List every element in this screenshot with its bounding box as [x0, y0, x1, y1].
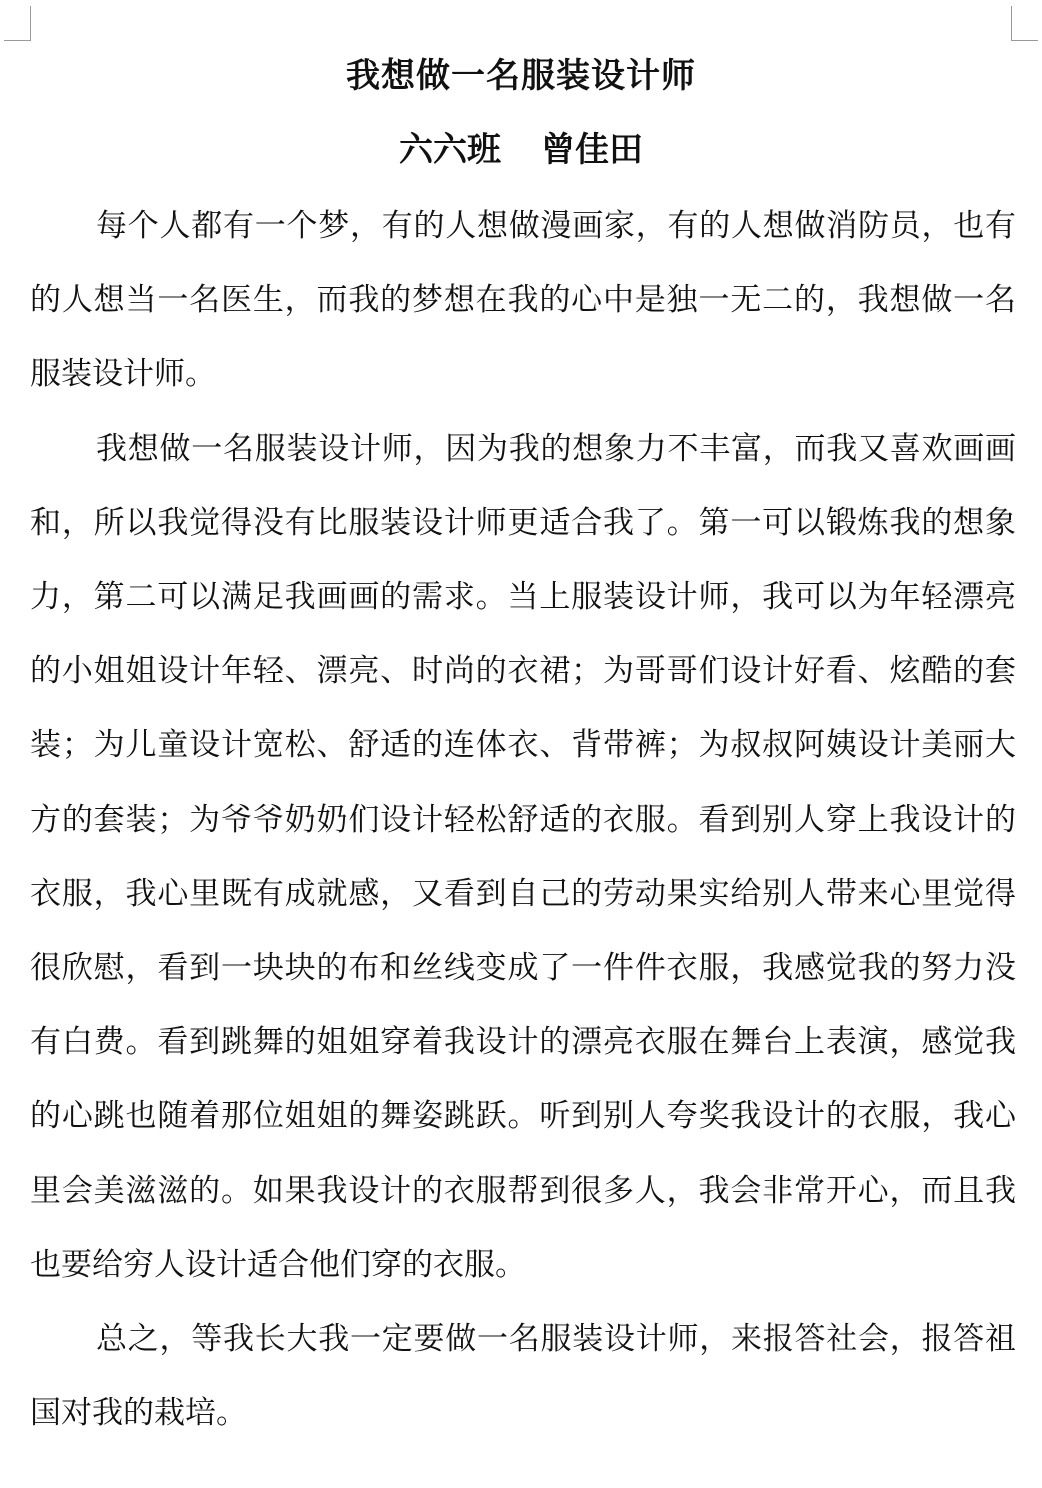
author-byline — [0, 126, 1042, 174]
essay-title: 我想做一名服装设计师 — [346, 56, 696, 96]
author-name: 曾佳田 — [541, 130, 643, 170]
top-right-margin-mark — [1011, 6, 1038, 41]
paragraph-2: 我想做一名服装设计师，因为我的想象力不丰富，而我又喜欢画画和，所以我觉得没有比服装设计师更适合我了。第一可以锻炼我的想象力，第二可以满足我画画的需求。当上服装设计师，我可以为年轻漂亮的小姐姐设计年轻、漂亮、时尚的衣裙；为哥哥们设计好看、炫酷的套装；为儿童设计宽松、舒适的连体衣、背带裤；为叔叔阿姨设计美丽大方的套装；为爷爷奶奶们设计轻松舒适的衣服。看到别人穿上我设计的衣服，我心里既有成就感，又看到自己的劳动果实给别人带来心里觉得很欣慰，看到一块块的布和丝线变成了一件件衣服，我感觉我的努力没有白费。看到跳舞的姐姐穿着我设计的漂亮衣服在舞台上表演，感觉我的心跳也随着那位姐姐的舞姿跳跃。听到别人夸奖我设计的衣服，我心里会美滋滋的。如果我设计的衣服帮到很多人，我会非常开心，而且我也要给穷人设计适合他们穿的衣服。 — [30, 430, 1016, 1283]
author-class: 六六班 — [399, 130, 501, 170]
essay-body — [30, 189, 1016, 1450]
paragraph-1: 每个人都有一个梦，有的人想做漫画家，有的人想做消防员，也有的人想当一名医生，而我的梦想在我的心中是独一无二的，我想做一名服装设计师。 — [30, 208, 1016, 393]
top-left-margin-mark — [4, 6, 31, 41]
paragraph-3: 总之，等我长大我一定要做一名服装设计师，来报答社会，报答祖国对我的栽培。 — [30, 1321, 1016, 1432]
